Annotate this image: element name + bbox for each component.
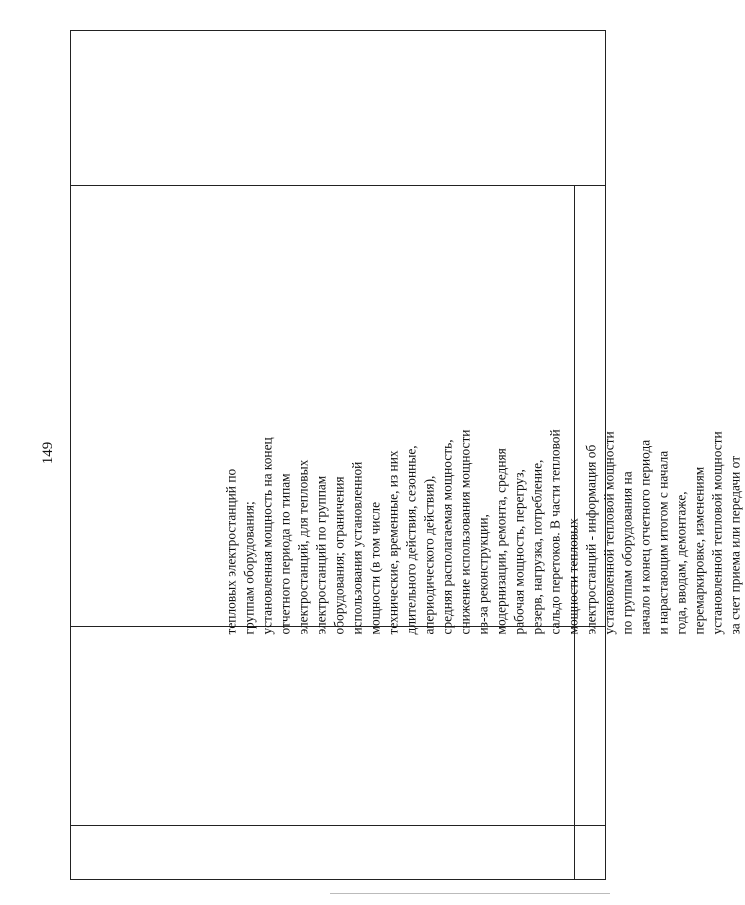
cell-line: сальдо перетоков. В части тепловой [547, 429, 563, 635]
cell-line: рабочая мощность, перегруз, [511, 469, 527, 635]
cell-line: резерв, нагрузка, потребление, [529, 459, 545, 635]
cell-line: технические, временные, из них [385, 450, 401, 635]
table-rule-bottom [70, 825, 606, 826]
cell-line: использования установленной [349, 461, 365, 635]
page-number: 149 [40, 441, 56, 465]
cell-line: группам оборудования; [241, 501, 257, 635]
cell-line: мощности (в том числе [367, 501, 383, 635]
table-rule-top [70, 185, 606, 186]
cell-line: тепловых электростанций по [223, 468, 239, 635]
cell-line: и нарастающим итогом с начала [655, 450, 671, 635]
cell-line: оборудования; ограничения [331, 476, 347, 635]
table-rule-left [70, 185, 71, 880]
cell-line: снижение использования мощности [457, 429, 473, 635]
cell-line: за счет приема или передачи от [727, 455, 743, 635]
cell-line: средняя располагаемая мощность, [439, 439, 455, 635]
cell-line: по группам оборудования на [619, 471, 635, 635]
cell-line: электростанций по группам [313, 475, 329, 635]
cell-line: модернизации, ремонта, средняя [493, 448, 509, 635]
cell-line: установленная мощность на конец [259, 437, 275, 635]
cell-line: перемаркировке, изменениям [691, 466, 707, 635]
cell-line: из-за реконструкции, [475, 514, 491, 635]
cell-line: мощности тепловых [565, 518, 581, 635]
cell-line: электростанций, для тепловых [295, 459, 311, 635]
cell-line: электростанций - информация об [583, 444, 599, 635]
scan-edge-divider [330, 893, 610, 894]
table-cell-description [223, 253, 743, 635]
cell-line: отчетного периода по типам [277, 473, 293, 635]
cell-line: установленной тепловой мощности [709, 431, 725, 635]
cell-line: года, вводам, демонтаже, [673, 491, 689, 635]
cell-line: начало и конец отчетного периода [637, 439, 653, 635]
cell-line: длительного действия, сезонные, [403, 445, 419, 635]
cell-line: установленной тепловой мощности [601, 431, 617, 635]
cell-line: апериодического действия), [421, 475, 437, 635]
